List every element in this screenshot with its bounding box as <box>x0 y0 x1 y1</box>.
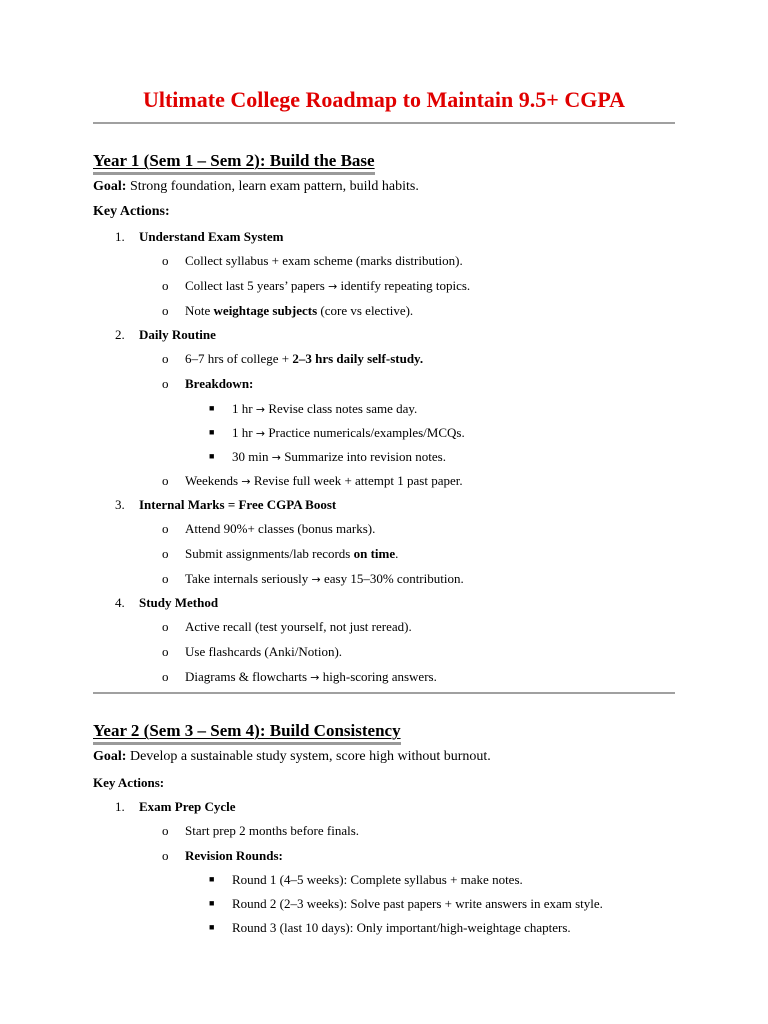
bullet-marker: o <box>162 253 169 268</box>
bullet-marker: o <box>162 546 169 561</box>
text-pre: Collect last 5 years’ papers <box>185 278 329 293</box>
item-text: Attend 90%+ classes (bonus marks). <box>185 521 376 536</box>
goal-text: Develop a sustainable study system, score high without burnout. <box>126 749 491 764</box>
bullet-marker: o <box>162 571 169 586</box>
list-item <box>93 375 675 393</box>
text-after: easy 15–30% contribution. <box>320 571 464 586</box>
item-text <box>185 350 423 367</box>
list-item <box>93 400 675 418</box>
text-pre: Diagrams & flowcharts <box>185 669 311 684</box>
year2-key-actions <box>93 774 675 792</box>
list-item <box>93 847 675 865</box>
text-post: . <box>395 546 399 561</box>
divider <box>93 692 675 694</box>
text-pre: Take internals seriously <box>185 571 312 586</box>
item-text: Active recall (test yourself, not just reread). <box>185 619 412 634</box>
item-text <box>232 424 465 442</box>
list-item <box>93 570 675 588</box>
item-label: Understand Exam System <box>139 229 284 244</box>
year2-heading: Year 2 (Sem 3 – Sem 4): Build Consistency <box>93 720 401 745</box>
goal-label: Goal: <box>93 749 127 764</box>
item-label: Exam Prep Cycle <box>139 799 236 814</box>
item-text <box>185 302 413 319</box>
text-after: Summarize into revision notes. <box>280 449 446 464</box>
text-pre: Weekends <box>185 473 242 488</box>
bullet-marker: o <box>162 619 169 634</box>
list-item <box>93 302 675 320</box>
list-item <box>93 350 675 368</box>
bullet-marker: o <box>162 521 169 536</box>
arrow-icon: → <box>255 427 266 440</box>
key-actions-label: Key Actions: <box>93 775 165 790</box>
item-number: 4. <box>115 595 125 610</box>
list-item <box>93 520 675 538</box>
item-text: Round 2 (2–3 weeks): Solve past papers + write answers in exam style. <box>232 896 603 911</box>
square-bullet-icon: ■ <box>209 427 215 437</box>
list-item <box>93 871 675 889</box>
text-after: Revise full week + attempt 1 past paper. <box>250 473 463 488</box>
item-text <box>185 277 470 295</box>
text-bold: Revision Rounds: <box>185 848 283 863</box>
text-after: Practice numericals/examples/MCQs. <box>265 425 465 440</box>
arrow-icon: → <box>255 403 266 416</box>
text-bold: on time <box>353 546 396 561</box>
goal-label: Goal: <box>93 179 127 194</box>
list-item <box>93 545 675 563</box>
item-text <box>232 400 417 418</box>
list-item <box>93 822 675 840</box>
text-pre: 6–7 hrs of college + <box>185 351 293 366</box>
text-pre: 30 min <box>232 449 272 464</box>
document-title: Ultimate College Roadmap to Maintain 9.5+ CGPA <box>142 87 626 112</box>
arrow-icon: → <box>328 280 338 293</box>
list-item <box>93 668 675 686</box>
item-text <box>185 668 437 686</box>
text-bold: Breakdown: <box>185 376 254 391</box>
year1-goal <box>93 178 675 196</box>
square-bullet-icon: ■ <box>209 403 215 413</box>
item-text: Round 3 (last 10 days): Only important/high-weightage chapters. <box>232 920 571 935</box>
arrow-icon: → <box>311 573 321 586</box>
divider <box>93 122 675 124</box>
square-bullet-icon: ■ <box>209 922 215 932</box>
text-after: high-scoring answers. <box>319 669 437 684</box>
list-item <box>93 895 675 913</box>
list-item <box>93 277 675 295</box>
item-text <box>185 570 464 588</box>
list-item <box>93 496 675 514</box>
text-after: identify repeating topics. <box>337 278 471 293</box>
year2-goal <box>93 748 675 766</box>
bullet-marker: o <box>162 351 169 366</box>
item-label: Internal Marks = Free CGPA Boost <box>139 497 337 512</box>
item-label: Daily Routine <box>139 327 216 342</box>
goal-text: Strong foundation, learn exam pattern, build habits. <box>126 179 419 194</box>
bullet-marker: o <box>162 303 169 318</box>
list-item <box>93 643 675 661</box>
year1-key-actions <box>93 203 675 221</box>
item-text <box>232 448 446 466</box>
list-item <box>93 448 675 466</box>
list-item <box>93 326 675 344</box>
square-bullet-icon: ■ <box>209 874 215 884</box>
bullet-marker: o <box>162 473 169 488</box>
list-item <box>93 228 675 246</box>
year2-section <box>93 720 675 745</box>
bullet-marker: o <box>162 823 169 838</box>
item-text <box>185 847 283 864</box>
list-item <box>93 472 675 490</box>
text-pre: Submit assignments/lab records <box>185 546 354 561</box>
arrow-icon: → <box>271 451 281 464</box>
text-post: (core vs elective). <box>317 303 414 318</box>
list-item <box>93 919 675 937</box>
item-number: 3. <box>115 497 125 512</box>
square-bullet-icon: ■ <box>209 451 215 461</box>
arrow-icon: → <box>241 475 251 488</box>
item-number: 2. <box>115 327 125 342</box>
text-after: Revise class notes same day. <box>265 401 418 416</box>
list-item <box>93 594 675 612</box>
list-item <box>93 424 675 442</box>
year1-heading: Year 1 (Sem 1 – Sem 2): Build the Base <box>93 150 375 175</box>
bullet-marker: o <box>162 644 169 659</box>
key-actions-label: Key Actions: <box>93 204 170 219</box>
text-pre: 1 hr <box>232 425 256 440</box>
bullet-marker: o <box>162 278 169 293</box>
text-bold: 2–3 hrs daily self-study. <box>292 351 424 366</box>
list-item <box>93 618 675 636</box>
list-item <box>93 252 675 270</box>
text-bold: weightage subjects <box>213 303 318 318</box>
bullet-marker: o <box>162 669 169 684</box>
bullet-marker: o <box>162 376 169 391</box>
item-text: Collect syllabus + exam scheme (marks distribution). <box>185 253 463 268</box>
item-number: 1. <box>115 229 125 244</box>
bullet-marker: o <box>162 848 169 863</box>
item-text <box>185 472 463 490</box>
item-text: Start prep 2 months before finals. <box>185 823 360 838</box>
item-text: Use flashcards (Anki/Notion). <box>185 644 343 659</box>
item-text <box>185 545 398 562</box>
arrow-icon: → <box>310 671 320 684</box>
year1-section <box>93 150 675 175</box>
item-number: 1. <box>115 799 125 814</box>
item-text <box>185 375 253 392</box>
text-pre: Note <box>185 303 214 318</box>
square-bullet-icon: ■ <box>209 898 215 908</box>
text-pre: 1 hr <box>232 401 256 416</box>
item-text: Round 1 (4–5 weeks): Complete syllabus + make notes. <box>232 872 523 887</box>
list-item <box>93 798 675 816</box>
item-label: Study Method <box>139 595 219 610</box>
